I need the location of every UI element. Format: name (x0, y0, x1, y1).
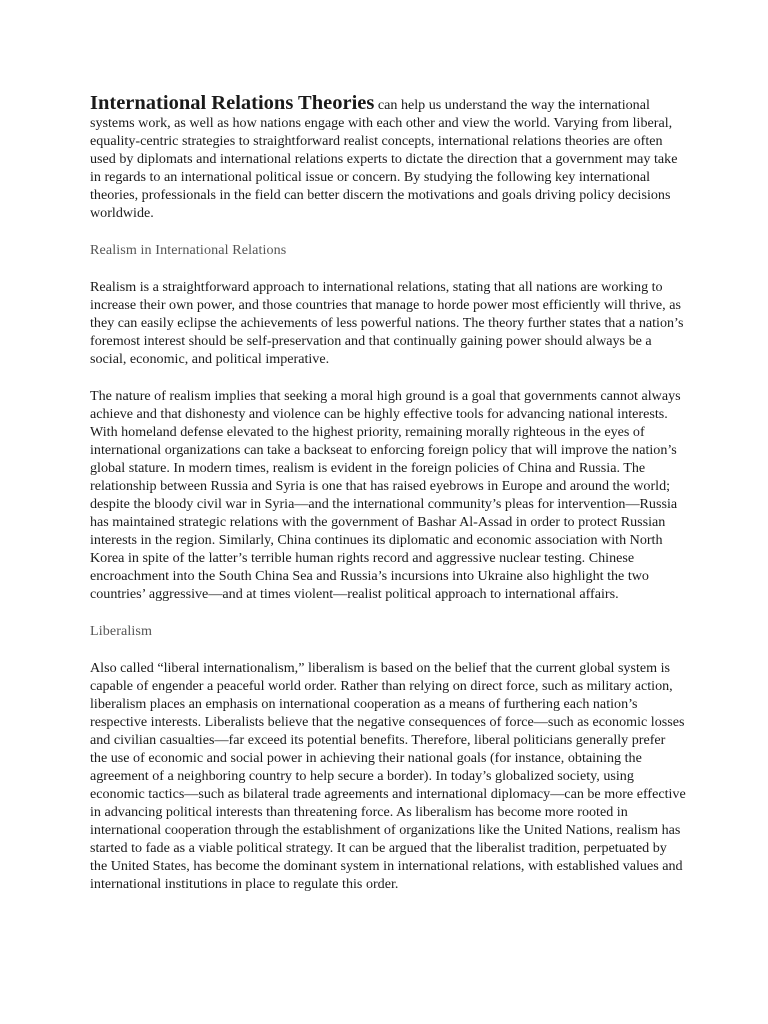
realism-paragraph-2: The nature of realism implies that seeking a moral high ground is a goal that governments cannot always achieve and that dishonesty and violence can be highly effective tools for advancing national interests. With homeland defense elevated to the highest priority, remaining morally righteous in the eyes of international organizations can take a backseat to enforcing foreign policy that will improve the nation’s global stature. In modern times, realism is evident in the foreign policies of China and Russia. The relationship between Russia and Syria is one that has raised eyebrows in Europe and around the world; despite the bloody civil war in Syria—and the international community’s pleas for intervention—Russia has maintained strategic relations with the government of Bashar Al-Assad in order to protect Russian interests in the region. Similarly, China continues its diplomatic and economic association with North Korea in spite of the latter’s terrible human rights record and aggressive nuclear testing. Chinese encroachment into the South China Sea and Russia’s incursions into Ukraine also highlight the two countries’ aggressive—and at times violent—realist political approach to international affairs. (90, 388, 681, 602)
realism-paragraph-1: Realism is a straightforward approach to international relations, stating that all nations are working to increase their own power, and those countries that manage to horde power most efficiently will thrive, as they can easily eclipse the achievements of less powerful nations. The theory further states that a nation’s foremost interest should be self-preservation and that continually gaining power should always be a social, economic, and political imperative. (90, 279, 684, 367)
liberalism-paragraph-1: Also called “liberal internationalism,” liberalism is based on the belief that the current global system is capable of engender a peaceful world order. Rather than relying on direct force, such as military action, liberalism places an emphasis on international cooperation as a means of furthering each nation’s respective interests. Liberalists believe that the negative consequences of force—such as economic losses and civilian casualties—far exceed its potential benefits. Therefore, liberal politicians generally prefer the use of economic and social power in achieving their national goals (for instance, obtaining the agreement of a neighboring country to help secure a border). In today’s globalized society, using economic tactics—such as bilateral trade agreements and international diplomacy—can be more effective in advancing political interests than threatening force. As liberalism has become more rooted in international cooperation through the establishment of organizations like the United Nations, realism has started to fade as a viable political strategy. It can be argued that the liberalist tradition, perpetuated by the United States, has become the dominant system in international relations, with established values and international institutions in place to regulate this order. (90, 660, 686, 892)
document-page (90, 93, 686, 893)
section-heading-realism: Realism in International Relations (90, 242, 287, 258)
intro-paragraph (90, 93, 686, 222)
document-title: International Relations Theories (90, 92, 375, 114)
section-heading-liberalism: Liberalism (90, 623, 153, 639)
intro-text: can help us understand the way the international systems work, as well as how nations engage with each other and view the world. Varying from liberal, equality-centric strategies to straightforward realist concepts, international relations theories are often used by diplomats and international relations experts to dictate the direction that a government may take in regards to an international political issue or concern. By studying the following key international theories, professionals in the field can better discern the motivations and goals driving policy decisions worldwide. (90, 97, 678, 221)
